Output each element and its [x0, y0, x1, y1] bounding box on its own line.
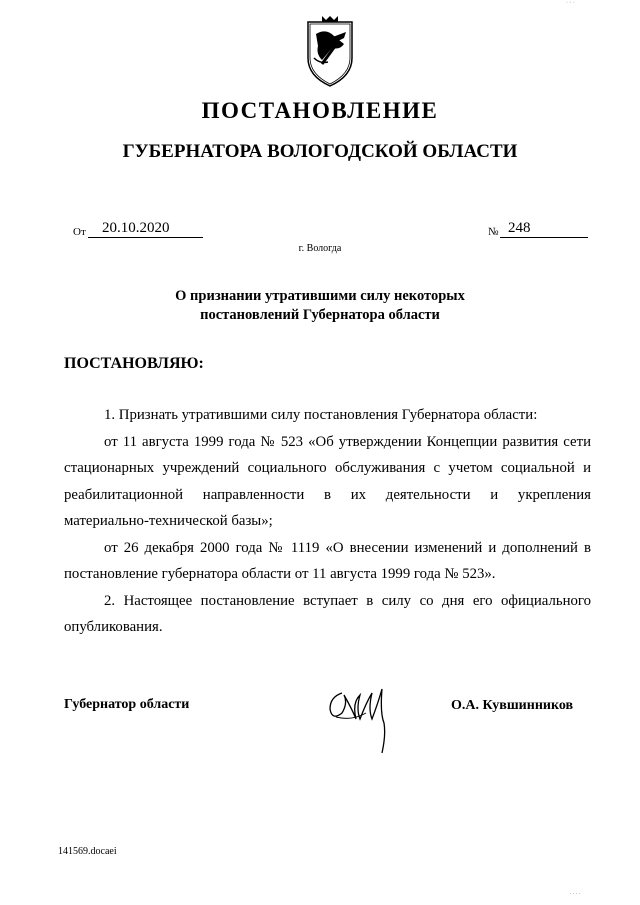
document-body [64, 402, 591, 641]
paragraph-3: от 26 декабря 2000 года № 1119 «О внесении изменений и дополнений в постановление губернатора области от 11 августа 1999 года № 523». [64, 539, 591, 582]
document-subtitle: ГУБЕРНАТОРА ВОЛОГОДСКОЙ ОБЛАСТИ [122, 141, 518, 162]
document-number: 248 [500, 219, 588, 238]
signatory-role: Губернатор области [64, 697, 190, 712]
handwritten-signature [322, 673, 408, 758]
city-label: г. Вологда [298, 243, 342, 254]
paragraph-2: от 11 августа 1999 года № 523 «Об утверждении Концепции развития сети стационарных учреждений социального обслуживания с учетом социальной и реабилитационной направленности в их деятельности и укрепления [64, 433, 591, 503]
document-date: 20.10.2020 [88, 219, 203, 238]
decree-word: ПОСТАНОВЛЯЮ: [64, 355, 204, 372]
document-title: ПОСТАНОВЛЕНИЕ [201, 98, 439, 123]
paragraph-2-end: материально-технической базы»; [64, 513, 273, 529]
scan-mark-top: · · · [566, 0, 575, 6]
paragraph-1: 1. Признать утратившими силу постановления Губернатора области: [104, 407, 538, 423]
signatory-name: О.А. Кувшинников [451, 698, 574, 713]
number-label: № [488, 226, 499, 238]
subject-line-1: О признании утратившими силу некоторых [175, 288, 465, 304]
paragraph-4: 2. Настоящее постановление вступает в силу со дня его официального опубликования. [64, 592, 591, 635]
subject-line-2: постановлений Губернатора области [200, 307, 440, 323]
scan-mark-bottom: . . . . [570, 890, 581, 896]
coat-of-arms-emblem [300, 14, 360, 90]
document-subject [0, 287, 640, 325]
document-file-id: 141569.docaei [58, 846, 117, 857]
date-label: От [73, 226, 86, 238]
